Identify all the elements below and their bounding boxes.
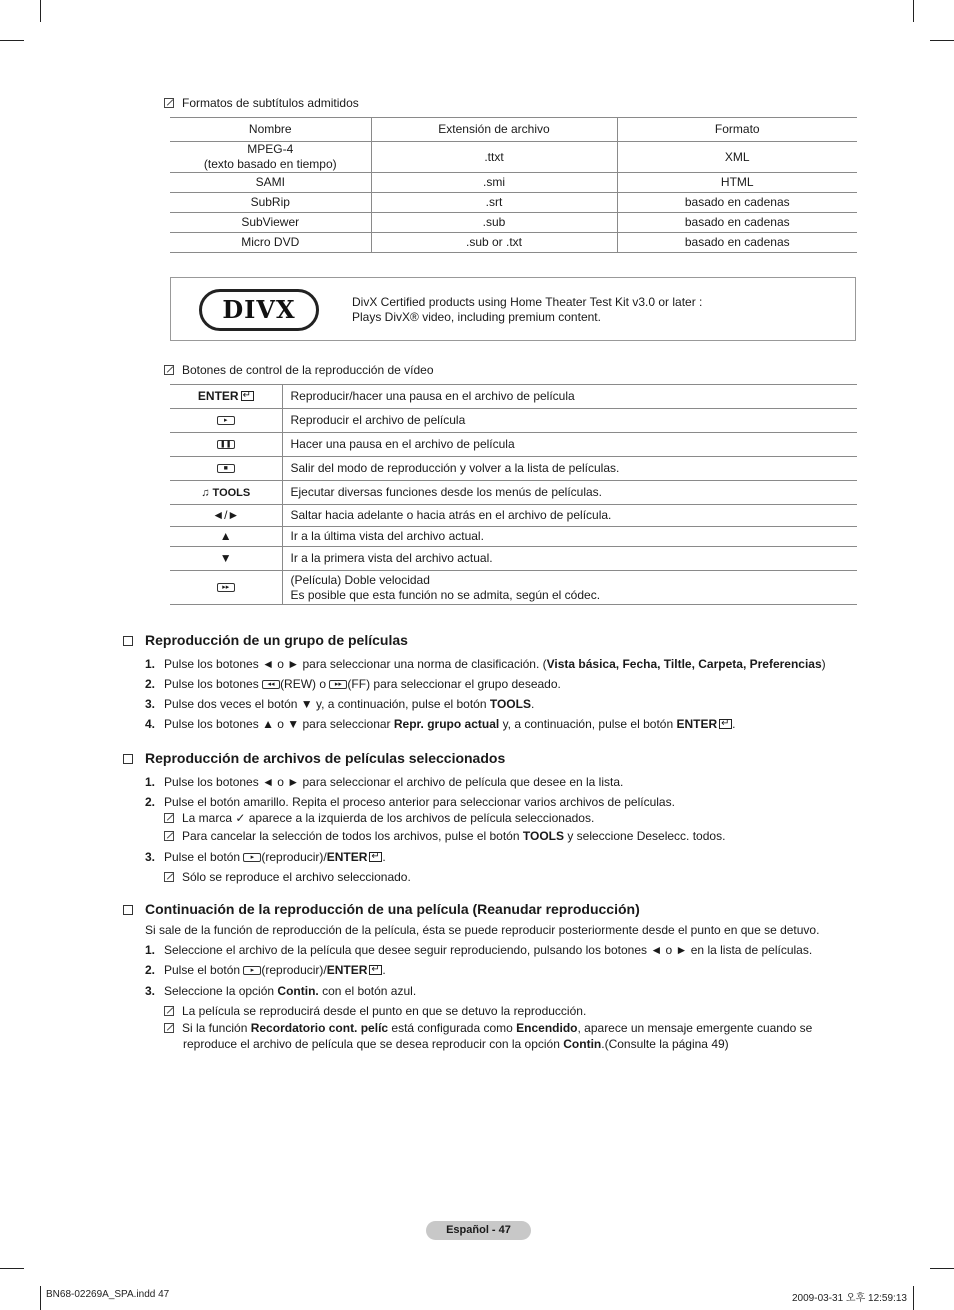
note-text: , aparece un mensaje emergente cuando se bbox=[577, 1021, 813, 1035]
desc-cell: Reproducir el archivo de película bbox=[282, 409, 857, 433]
step-text: . bbox=[382, 963, 386, 977]
table-cell: SubViewer bbox=[170, 213, 371, 233]
step-text: Pulse el botón bbox=[164, 963, 244, 977]
note-bold: TOOLS bbox=[522, 829, 564, 843]
section-title bbox=[123, 632, 408, 648]
enter-icon bbox=[369, 852, 382, 862]
note-icon bbox=[164, 365, 174, 375]
note-icon bbox=[164, 1023, 174, 1033]
stop-icon bbox=[217, 464, 235, 473]
step-item bbox=[145, 697, 534, 712]
step-item bbox=[145, 963, 386, 978]
table-cell: .ttxt bbox=[371, 142, 617, 173]
note-item bbox=[164, 810, 594, 826]
step-bold: Contin. bbox=[277, 984, 319, 998]
table-cell: .srt bbox=[371, 193, 617, 213]
section-title bbox=[123, 901, 640, 917]
play-icon bbox=[217, 416, 235, 425]
step-text: Pulse el botón bbox=[164, 850, 244, 864]
step-bold: TOOLS bbox=[489, 697, 531, 711]
table-cell bbox=[170, 142, 371, 173]
section-intro bbox=[145, 923, 819, 938]
enter-icon bbox=[369, 965, 382, 975]
note-icon bbox=[164, 813, 174, 823]
table-cell: XML bbox=[617, 142, 857, 173]
table-cell: HTML bbox=[617, 173, 857, 193]
step-item bbox=[145, 943, 812, 958]
step-text: Seleccione la opción bbox=[164, 984, 278, 998]
note-icon bbox=[164, 872, 174, 882]
note-item-continued bbox=[183, 1036, 729, 1052]
crop-mark bbox=[0, 1268, 24, 1269]
desc-cell: Hacer una pausa en el archivo de película bbox=[282, 433, 857, 457]
table-cell: Micro DVD bbox=[170, 233, 371, 253]
table-row bbox=[170, 547, 857, 571]
enter-key-label: ENTER bbox=[197, 389, 239, 403]
icon-glyph: ◂◂ bbox=[267, 681, 275, 689]
icon-glyph: ▸▸ bbox=[222, 584, 230, 592]
icon-glyph: ❚❚ bbox=[219, 441, 232, 449]
table-row bbox=[170, 142, 857, 173]
step-number: 3. bbox=[145, 850, 156, 864]
note-text: está configurada como bbox=[388, 1021, 517, 1035]
table-row bbox=[170, 213, 857, 233]
key-cell bbox=[170, 385, 282, 409]
fast-forward-icon bbox=[329, 680, 347, 689]
table-header-row bbox=[170, 118, 857, 142]
table-row bbox=[170, 433, 857, 457]
table-row bbox=[170, 385, 857, 409]
note-text: Formatos de subtítulos admitidos bbox=[182, 96, 359, 110]
pause-icon bbox=[217, 440, 235, 449]
desc-line: (Película) Doble velocidad bbox=[290, 572, 430, 587]
page-number: Español - 47 bbox=[426, 1221, 531, 1240]
play-icon bbox=[243, 853, 261, 862]
step-item bbox=[145, 677, 561, 692]
divx-line: Plays DivX® video, including premium content. bbox=[352, 310, 601, 324]
crop-mark bbox=[930, 1268, 954, 1269]
note-text: Sólo se reproduce el archivo seleccionado. bbox=[182, 870, 411, 884]
table-row bbox=[170, 193, 857, 213]
checkbox-bullet-icon bbox=[123, 905, 133, 915]
checkbox-bullet-icon bbox=[123, 754, 133, 764]
step-text: Seleccione el archivo de la película que desee seguir reproduciendo, pulsando los botones ◄ o ► en la lista de películas. bbox=[164, 943, 813, 957]
step-item bbox=[145, 850, 386, 865]
step-text: Pulse dos veces el botón ▼ y, a continuación, pulse el botón bbox=[164, 697, 490, 711]
footer-timestamp: 2009-03-31 오후 12:59:13 bbox=[792, 1293, 907, 1304]
desc-cell: Ejecutar diversas funciones desde los menús de películas. bbox=[282, 481, 857, 505]
play-icon bbox=[243, 966, 261, 975]
step-text: (FF) para seleccionar el grupo deseado. bbox=[347, 677, 561, 691]
step-text: . bbox=[382, 850, 386, 864]
step-number: 1. bbox=[145, 943, 156, 957]
note-bold: Recordatorio cont. pelíc bbox=[250, 1021, 389, 1035]
table-cell: SubRip bbox=[170, 193, 371, 213]
fast-forward-icon bbox=[217, 583, 235, 592]
note-item bbox=[164, 869, 411, 885]
enter-icon bbox=[241, 391, 254, 401]
section-title-text: Reproducción de un grupo de películas bbox=[145, 632, 408, 648]
icon-glyph: ▸ bbox=[223, 417, 228, 425]
tools-key-label: TOOLS bbox=[212, 486, 251, 499]
icon-glyph: ▸▸ bbox=[334, 681, 342, 689]
key-cell bbox=[170, 481, 282, 505]
table-cell: .smi bbox=[371, 173, 617, 193]
cell-line: (texto basado en tiempo) bbox=[203, 157, 337, 171]
section-title-text: Reproducción de archivos de películas seleccionados bbox=[145, 750, 506, 766]
checkbox-bullet-icon bbox=[123, 636, 133, 646]
step-number: 2. bbox=[145, 795, 156, 809]
step-bold: ENTER bbox=[676, 717, 718, 731]
table-cell: .sub or .txt bbox=[371, 233, 617, 253]
subtitle-formats-table bbox=[170, 117, 857, 253]
key-cell bbox=[170, 409, 282, 433]
crop-mark bbox=[913, 0, 914, 22]
cell-line: MPEG-4 bbox=[247, 142, 294, 156]
table-row bbox=[170, 409, 857, 433]
column-header: Formato bbox=[617, 118, 857, 142]
desc-cell bbox=[282, 571, 857, 605]
tools-icon: ♫ bbox=[201, 486, 213, 499]
footer-file-info: BN68-02269A_SPA.indd 47 bbox=[46, 1289, 170, 1300]
step-item bbox=[145, 775, 623, 790]
step-text: (reproducir)/ bbox=[261, 963, 327, 977]
note-text: La marca bbox=[182, 811, 236, 825]
subtitle-formats-note bbox=[164, 96, 359, 110]
step-text: . bbox=[732, 717, 736, 731]
divx-line: DivX Certified products using Home Theater Test Kit v3.0 or later : bbox=[352, 295, 703, 309]
crop-mark bbox=[0, 40, 24, 41]
table-cell: basado en cadenas bbox=[617, 233, 857, 253]
step-text: . bbox=[530, 697, 535, 711]
step-text: (REW) o bbox=[280, 677, 330, 691]
icon-glyph: ▸ bbox=[250, 967, 255, 975]
table-row bbox=[170, 233, 857, 253]
step-number: 3. bbox=[145, 984, 156, 998]
note-icon bbox=[164, 1006, 174, 1016]
step-item bbox=[145, 984, 416, 999]
crop-mark bbox=[40, 0, 41, 22]
divx-certification-box bbox=[170, 277, 856, 341]
step-bold: Repr. grupo actual bbox=[393, 717, 500, 731]
key-cell: ◄/► bbox=[170, 505, 282, 527]
desc-cell: Reproducir/hacer una pausa en el archivo de película bbox=[282, 385, 857, 409]
note-text: y seleccione Deselecc. todos. bbox=[564, 829, 726, 843]
icon-glyph: ■ bbox=[223, 465, 228, 473]
table-row bbox=[170, 457, 857, 481]
step-number: 2. bbox=[145, 677, 156, 691]
table-row bbox=[170, 571, 857, 605]
note-icon bbox=[164, 98, 174, 108]
note-text: reproduce el archivo de película que se desea reproducir con la opción bbox=[183, 1037, 564, 1051]
step-number: 2. bbox=[145, 963, 156, 977]
key-cell: ▲ bbox=[170, 527, 282, 547]
note-bold: Encendido bbox=[516, 1021, 578, 1035]
enter-icon bbox=[719, 719, 732, 729]
icon-glyph: ▸ bbox=[250, 854, 255, 862]
step-item bbox=[145, 795, 675, 810]
step-bold: Vista básica, Fecha, Tiltle, Carpeta, Preferencias bbox=[546, 657, 822, 671]
step-bold: ENTER bbox=[326, 850, 368, 864]
table-row bbox=[170, 481, 857, 505]
step-bold: ENTER bbox=[326, 963, 368, 977]
section-title bbox=[123, 750, 505, 766]
note-text: La película se reproducirá desde el punto en que se detuvo la reproducción. bbox=[182, 1004, 587, 1018]
note-icon bbox=[164, 831, 174, 841]
table-row bbox=[170, 505, 857, 527]
divx-logo: DIVX bbox=[199, 289, 319, 331]
note-text: Para cancelar la selección de todos los archivos, pulse el botón bbox=[182, 829, 523, 843]
step-text: Pulse el botón amarillo. Repita el proceso anterior para seleccionar varios archivos de películas. bbox=[164, 795, 675, 809]
step-text: Pulse los botones ◄ o ► para seleccionar el archivo de película que desee en la lista. bbox=[164, 775, 624, 789]
note-text: .(Consulte la página 49) bbox=[601, 1037, 729, 1051]
table-cell: .sub bbox=[371, 213, 617, 233]
column-header: Nombre bbox=[170, 118, 371, 142]
desc-cell: Saltar hacia adelante o hacia atrás en el archivo de película. bbox=[282, 505, 857, 527]
key-cell bbox=[170, 571, 282, 605]
crop-mark bbox=[913, 1286, 914, 1310]
divx-text bbox=[352, 295, 702, 325]
step-text: Pulse los botones bbox=[164, 677, 263, 691]
note-item bbox=[164, 1020, 844, 1036]
key-cell bbox=[170, 433, 282, 457]
rewind-icon bbox=[262, 680, 280, 689]
table-cell: basado en cadenas bbox=[617, 213, 857, 233]
crop-mark bbox=[40, 1286, 41, 1310]
table-row bbox=[170, 173, 857, 193]
crop-mark bbox=[930, 40, 954, 41]
note-item bbox=[164, 1003, 586, 1019]
note-text: aparece a la izquierda de los archivos de película seleccionados. bbox=[245, 811, 595, 825]
note-text: Si la función bbox=[182, 1021, 251, 1035]
step-item bbox=[145, 657, 826, 672]
key-cell bbox=[170, 457, 282, 481]
control-buttons-note bbox=[164, 363, 434, 377]
column-header: Extensión de archivo bbox=[371, 118, 617, 142]
table-row bbox=[170, 527, 857, 547]
step-text: con el botón azul. bbox=[318, 984, 417, 998]
intro-text: Si sale de la función de reproducción de la película, ésta se puede reproducir posteriormente desde el punto en que se detuvo. bbox=[145, 923, 820, 937]
control-buttons-table bbox=[170, 384, 857, 605]
step-text: Pulse los botones ◄ o ► para seleccionar una norma de clasificación. ( bbox=[164, 657, 547, 671]
checkmark-icon: ✓ bbox=[235, 811, 246, 825]
note-bold: Contin bbox=[563, 1037, 602, 1051]
step-number: 1. bbox=[145, 775, 156, 789]
note-text: Botones de control de la reproducción de vídeo bbox=[182, 363, 434, 377]
desc-line: Es posible que esta función no se admita, según el códec. bbox=[290, 587, 601, 602]
step-item bbox=[145, 717, 735, 732]
step-number: 1. bbox=[145, 657, 156, 671]
step-text: ) bbox=[821, 657, 826, 671]
key-cell: ▼ bbox=[170, 547, 282, 571]
section-title-text: Continuación de la reproducción de una película (Reanudar reproducción) bbox=[145, 901, 640, 917]
desc-cell: Ir a la primera vista del archivo actual. bbox=[282, 547, 857, 571]
desc-cell: Salir del modo de reproducción y volver a la lista de películas. bbox=[282, 457, 857, 481]
desc-cell: Ir a la última vista del archivo actual. bbox=[282, 527, 857, 547]
step-number: 3. bbox=[145, 697, 156, 711]
step-number: 4. bbox=[145, 717, 156, 731]
step-text: Pulse los botones ▲ o ▼ para seleccionar bbox=[164, 717, 394, 731]
table-cell: SAMI bbox=[170, 173, 371, 193]
step-text: y, a continuación, pulse el botón bbox=[499, 717, 677, 731]
note-item bbox=[164, 828, 725, 844]
step-text: (reproducir)/ bbox=[261, 850, 327, 864]
table-cell: basado en cadenas bbox=[617, 193, 857, 213]
